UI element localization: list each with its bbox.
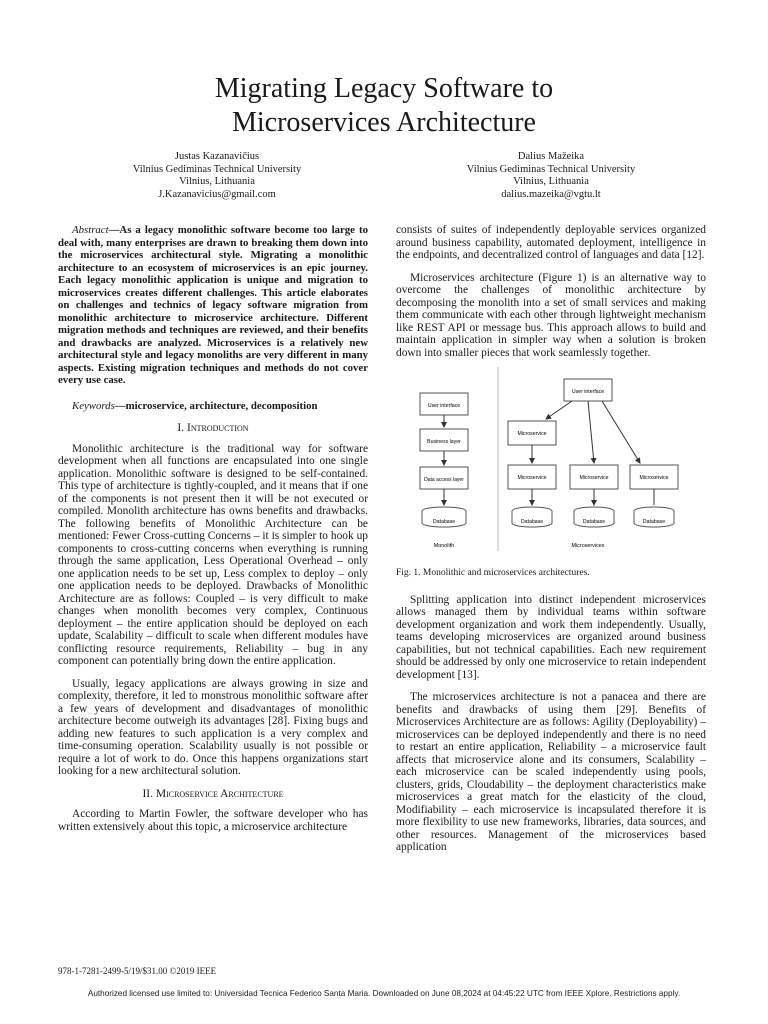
abstract	[58, 224, 368, 387]
footer-isbn: 978-1-7281-2499-5/19/$31.00 ©2019 IEEE	[58, 966, 217, 976]
keywords-text: —microservice, architecture, decomposition	[114, 399, 318, 412]
section-heading-microservice-architecture: II. Microservice Architecture	[142, 787, 284, 800]
svg-text:User interface: User interface	[571, 389, 605, 395]
author-block-2	[444, 151, 658, 201]
author-location: Vilnius, Lithuania	[513, 176, 589, 187]
monolith-label: Monolith	[433, 543, 455, 549]
abstract-text: —As a legacy monolithic software become too large to deal with, many enterprises are drawn to breaking them down into the microservices architectural style. Migrating a monolithic architecture to an ecosystem of microservices is an epic journey. Each legacy monolithic application is unique and migration to microservices creates different challenges. This article elaborates on challenges and technics of legacy software migration from monolithic architecture to microservice architecture. Different migration methods and techniques are reviewed, and their benefits and drawbacks are analyzed. Microservices is a relatively new architectural style and legacy monoliths are very different in many aspects. Existing migration techniques and methods do not cover every use case.	[58, 224, 368, 386]
keywords	[58, 400, 368, 413]
author-location: Vilnius, Lithuania	[179, 176, 255, 187]
microservice-database-icon	[512, 507, 552, 527]
architecture-diagram-extension	[624, 363, 684, 553]
svg-text:Database: Database	[642, 519, 666, 525]
title-line-2: Microservices Architecture	[232, 107, 536, 138]
microservice-database-icon	[574, 507, 614, 527]
svg-text:Microservice: Microservice	[517, 475, 547, 481]
title-line-1: Migrating Legacy Software to	[214, 73, 554, 104]
svg-text:Database: Database	[432, 519, 456, 525]
footer-license: Authorized licensed use limited to: Universidad Tecnica Federico Santa Maria. Downloaded on June 08,2024 at 04:45:22 UTC from IEEE Xplore. Restrictions apply.	[87, 989, 681, 998]
data-access-label: Data access layer	[424, 477, 464, 483]
paragraph: According to Martin Fowler, the software developer who has written extensively about this topic, a microservice architecture	[58, 808, 368, 833]
microservices-label: Microservices	[571, 543, 605, 549]
svg-text:Microservice: Microservice	[639, 475, 669, 481]
paragraph: Monolithic architecture is the traditional way for software development when all functions are encapsulated into one single application. Monolithic software is designed to be self-contained. This type of architecture is tightly-coupled, and it means that if one of the components is not present then it will be not executed or compiled. Monolith architecture has owns benefits and drawbacks. The following benefits of Monolithic Architecture can be mentioned: Fewer Cross-cutting Concerns – it is simpler to hook up components to cross-cutting concerns when everything is running through the same application, Less Operational Overhead – only one application needs to be set up, Less complex to deploy – only one application needs to be deployed. Drawbacks of Monolithic Architecture are as follows: Coupled – is very difficult to make changes when monolith becomes very complex, Continuous deployment – the entire application should be deployed on each update, Scalability – difficult to scale when different modules have conflicting resource requirements, Reliability – bug in any component can potentially bring down the entire application.	[58, 442, 368, 667]
svg-text:Microservice: Microservice	[517, 431, 547, 437]
figure-architecture-diagram	[396, 363, 669, 553]
author-affiliation: Vilnius Gediminas Technical University	[132, 163, 302, 175]
abstract-lead: Abstract	[72, 224, 109, 236]
paragraph: consists of suites of independently deployable services organized around business capability, automated deployment, intelligence in the endpoints, and decentralized control of languages and data [12].	[396, 224, 706, 261]
architecture-diagram	[396, 363, 652, 553]
business-layer-label: Business layer	[427, 439, 461, 445]
paragraph: The microservices architecture is not a panacea and there are benefits and drawbacks of using them [29]. Benefits of Microservices Architecture are as follows: Agility (Deployability) – microservices can be deployed independently and there is no need to restart an entire application, Reliability – a microservice fault affects that microservice alone and its consumers, Scalability – each microservice can be scaled independently using pools, clusters, grids, Cloudability – the deployment characteristics make microservices a great match for the elasticity of the cloud, Modifiability – each microservice is incapsulated therefore it is more flexibility to use new frameworks, libraries, data sources, and other resources. Management of the microservices based application	[396, 691, 706, 853]
svg-text:Microservice: Microservice	[579, 475, 609, 481]
microservice-database-icon	[634, 507, 674, 527]
keywords-lead: Keywords	[72, 399, 115, 412]
right-column	[396, 224, 706, 854]
author-email: dalius.mazeika@vgtu.lt	[501, 188, 601, 200]
svg-text:Database: Database	[520, 519, 544, 525]
paper-title	[0, 72, 768, 140]
section-heading-introduction: I. Introduction	[177, 422, 249, 434]
figure-caption: Fig. 1. Monolithic and microservices architectures.	[396, 568, 590, 578]
paragraph: Splitting application into distinct independent microservices allows managed them by individual teams within software development organization and work them independently. Usually, teams developing microservices are organized around business capabilities, but not technical capabilities. Each new requirement should be addressed by only one microservice to retain independent development [13].	[396, 593, 706, 681]
paragraph: Usually, legacy applications are always growing in size and complexity, therefore, it led to monstrous monolithic software after a few years of development and disadvantages of monolithic architecture become outweigh its advantages [28]. Fixing bugs and adding new features to such application is a very complex and time-consuming operation. Scalability usually is not possible or require a lot of work to do. Once this happens organizations start looking for a new architectural solution.	[58, 677, 368, 777]
author-name: Justas Kazanavičius	[174, 151, 260, 162]
author-email: J.Kazanavicius@gmail.com	[158, 188, 276, 200]
author-affiliation: Vilnius Gediminas Technical University	[466, 163, 636, 175]
author-block-1	[110, 151, 324, 201]
monolith-database-icon	[422, 507, 466, 527]
paragraph: Microservices architecture (Figure 1) is an alternative way to overcome the challenges of monolithic architecture by decomposing the monolith into a set of small services and making them communicate with each other through lightweight mechanism like REST API or message bus. This approach allows to build and maintain application in simpler way when a solution is broken down into smaller pieces that work seamlessly together.	[396, 271, 706, 359]
author-name: Dalius Mažeika	[517, 151, 585, 162]
left-column	[58, 224, 368, 833]
svg-text:Database: Database	[582, 519, 606, 525]
ui-label: User interface	[427, 403, 461, 409]
